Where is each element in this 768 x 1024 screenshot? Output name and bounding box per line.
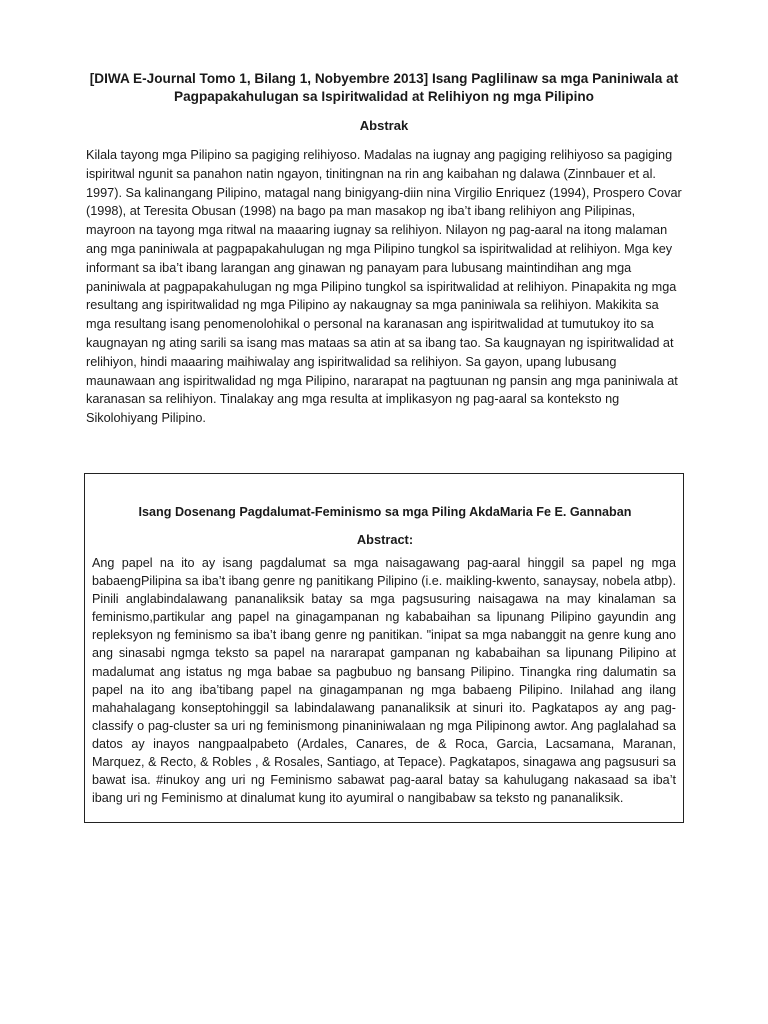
abstract-heading: Abstrak bbox=[359, 118, 409, 133]
boxed-article-abstract-heading: Abstract: bbox=[356, 532, 414, 547]
boxed-article bbox=[84, 473, 684, 823]
boxed-article-title: Isang Dosenang Pagdalumat-Feminismo sa mga Piling AkdaMaria Fe E. Gannaban bbox=[138, 505, 632, 519]
boxed-article-abstract-paragraph: Ang papel na ito ay isang pagdalumat sa mga naisagawang pag-aaral hinggil sa papel ng mga babaengPilipina sa iba’t ibang genre ng panitikang Pilipino (i.e. maikling-kwento, sanaysay, nobela atbp). Pinili anglabindalawang pananaliksik batay sa mga pagsusuring naisagawa na may kinalaman sa feminismo,partikular ang papel na ginagampanan ng kababaihan sa lipunang Pilipino gayundin ang repleksyon ng feminismo sa iba’t ibang genre ng panitikan. "inipat sa mga nabanggit na genre kung ano ang sinasabi ngmga teksto sa papel na nararapat gampanan ng kababaihan sa lipunang Pilipino at madalumat ang istatus ng mga babae sa pagbubuo ng bansang Pilipino. Tinangka ring dalumatin sa papel na ito ang iba’tibang papel na ginagampanan ng mga babaeng Pilipino. Inilahad ang ilang mahahalagang konseptohinggil sa labindalawang pananaliksik at sinuri ito. Pagkatapos ay ang pag-classify o pag-cluster sa uri ng feminismong pinaniniwalaan ng mga Pilipinong awtor. Ang paglalahad sa datos ay inayos nangpaalpabeto (Ardales, Canares, de & Roca, Garcia, Lacsamana, Maranan, Marquez, & Recto, & Robles , & Rosales, Santiago, at Tepace). Pagkatapos, sinagawa ang pagsusuri sa bawat isa. #inukoy ang uri ng Feminismo sabawat pag-aaral batay sa kahulugang nakasaad sa iba’t ibang uri ng Feminismo at dinalumat kung ito ayumiral o nangibabaw sa teksto ng pananaliksik. bbox=[92, 556, 676, 806]
abstract-paragraph: Kilala tayong mga Pilipino sa pagiging relihiyoso. Madalas na iugnay ang pagiging relihiyoso sa pagiging ispiritwal ngunit sa panahon natin ngayon, tinitingnan na rin ang kaibahan ng dalawa (Zinnbauer et al. 1997). Sa kalinangang Pilipino, matagal nang binigyang-diin nina Virgilio Enriquez (1994), Prospero Covar (1998), at Teresita Obusan (1998) na bago pa man masakop ng iba’t ibang relihiyon ang Pilipinas, mayroon na tayong mga ritwal na maaaring iugnay sa relihiyon. Nilayon ng pag-aaral na itong malaman ang mga paniniwala at pagpapakahulugan ng mga Pilipino tungkol sa ispiritwalidad at relihiyon. Mga key informant sa iba’t ibang larangan ang ginawan ng panayam para lubusang maintindihan ang mga paniniwala at pagpapakahulugan ng mga Pilipino tungkol sa ispiritwalidad at relihiyon. Pinapakita ng mga resultang ang ispiritwalidad ng mga Pilipino ay nakaugnay sa mga paniniwala sa relihiyon. Makikita sa mga resultang isang penomenolohikal o personal na karanasan ang ispiritwalidad at tumutukoy ito sa kaugnayan ng ating sarili sa isang mas mataas sa atin at sa ibang tao. Sa kaugnayan ng ispiritwalidad at relihiyon, hindi maaaring maihiwalay ang ispiritwalidad sa relihiyon. Sa gayon, upang lubusang maunawaan ang ispiritwalidad ng mga Pilipino, nararapat na pagtuunan ng pansin ang mga paniniwala at karanasan sa relihiyon. Tinalakay ang mga resulta at implikasyon ng pag-aaral sa konteksto ng Sikolohiyang Pilipino. bbox=[86, 148, 682, 426]
document-title: [DIWA E-Journal Tomo 1, Bilang 1, Nobyembre 2013] Isang Paglilinaw sa mga Paniniwala at Pagpapakahulugan sa Ispiritwalidad at Relihiyon ng mga Pilipino bbox=[89, 71, 679, 104]
